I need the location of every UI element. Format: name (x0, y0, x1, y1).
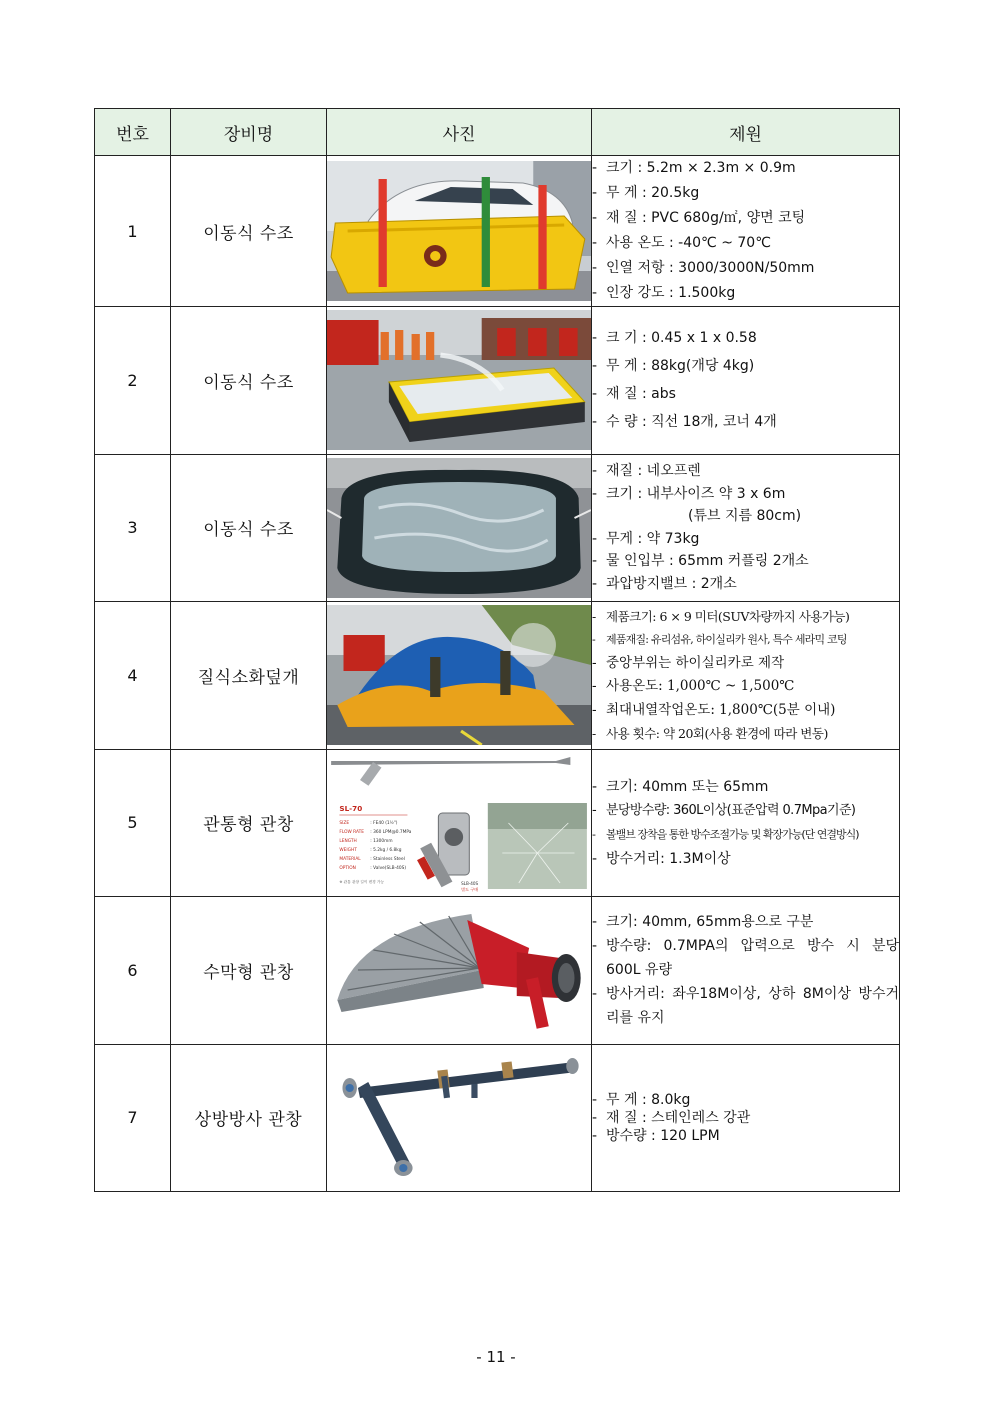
spec-sheet-label: FLOW RATE (339, 829, 364, 835)
spec-sheet-value: : 5.2kg / 6.8kg (370, 847, 402, 853)
spec-item: - 제품재질: 유리섬유, 하이실리카 원사, 특수 세라믹 코팅 (592, 628, 899, 652)
upward-spray-nozzle-icon (327, 1048, 591, 1188)
equipment-photo (327, 602, 592, 750)
table-row (95, 897, 900, 1045)
equipment-photo (327, 749, 592, 897)
equipment-name: 수막형 관창 (171, 897, 327, 1045)
spec-item: - 크기: 40mm 또는 65mm (592, 775, 899, 799)
equipment-name: 이동식 수조 (171, 454, 327, 602)
spec-item: - 사용 온도 : -40℃ ~ 70℃ (592, 231, 899, 256)
spec-sheet-value: : Valve(SLB-40S) (370, 865, 407, 871)
spec-sheet-value: : 360 LPM@0.7MPa (370, 829, 412, 835)
spec-item: - 인열 저항 : 3000/3000N/50mm (592, 256, 899, 281)
equipment-specs (592, 454, 900, 602)
spec-item: - 무 게 : 8.0kg (592, 1091, 899, 1109)
spec-item: - 재질 : 네오프렌 (592, 460, 899, 483)
spec-item: - 사용온도: 1,000℃ ~ 1,500℃ (592, 675, 899, 699)
spec-item: - 방수량 : 120 LPM (592, 1127, 899, 1145)
spec-item: - 크기 : 내부사이즈 약 3 x 6m (592, 483, 899, 506)
table-row (95, 602, 900, 750)
table-row (95, 156, 900, 307)
spec-item: - 크 기 : 0.45 x 1 x 0.58 (592, 324, 899, 352)
spec-item: - 크기: 40mm, 65mm용으로 구분 (592, 910, 899, 934)
row-number: 7 (95, 1044, 171, 1192)
equipment-specs (592, 1044, 900, 1192)
equipment-name: 이동식 수조 (171, 307, 327, 455)
equipment-name: 관통형 관창 (171, 749, 327, 897)
row-number: 6 (95, 897, 171, 1045)
fire-blanket-over-vehicle-icon (327, 605, 591, 745)
firefighters-filling-modular-tank-icon (327, 310, 591, 450)
equipment-name: 상방방사 관창 (171, 1044, 327, 1192)
row-number: 5 (95, 749, 171, 897)
row-number: 1 (95, 156, 171, 307)
spec-sheet-label: WEIGHT (339, 847, 357, 853)
header-number: 번호 (95, 109, 171, 156)
spec-item: - 재 질 : abs (592, 380, 899, 408)
spec-item: - 중앙부위는 하이실리카로 제작 (592, 652, 899, 676)
spec-item: - 과압방지밸브 : 2개소 (592, 573, 899, 596)
neoprene-water-tank-icon (327, 458, 591, 598)
equipment-photo (327, 1044, 592, 1192)
yellow-portable-tank-around-car-icon (327, 161, 591, 301)
equipment-photo (327, 156, 592, 307)
equipment-specs (592, 749, 900, 897)
row-number: 3 (95, 454, 171, 602)
spec-item: - 물 인입부 : 65mm 커플링 2개소 (592, 550, 899, 573)
part-caption: 별도 구매 (461, 886, 479, 892)
equipment-specs (592, 602, 900, 750)
equipment-spec-table (94, 108, 900, 1192)
header-photo: 사진 (327, 109, 592, 156)
equipment-name: 이동식 수조 (171, 156, 327, 307)
spec-item: - 방수량: 0.7MPA의 압력으로 방수 시 분당 600L 유량 (592, 934, 899, 982)
piercing-nozzle-product-sheet-icon (327, 753, 591, 893)
model-label: SL-70 (339, 803, 363, 813)
equipment-photo (327, 454, 592, 602)
equipment-specs (592, 156, 900, 307)
spec-sheet-label: LENGTH (339, 838, 357, 844)
spec-item: - 무게 : 약 73kg (592, 528, 899, 551)
table-row (95, 307, 900, 455)
spec-item: - 분당방수량: 360L이상(표준압력 0.7Mpa기준) (592, 799, 899, 823)
spec-item: - 볼밸브 장착을 통한 방수조절가능 및 확장가능(단 연결방식) (592, 823, 899, 847)
spec-item: - 수 량 : 직선 18개, 코너 4개 (592, 408, 899, 436)
spec-sheet-value: : Stainless Steel (370, 856, 405, 862)
table-header-row (95, 109, 900, 156)
header-equipment-name: 장비명 (171, 109, 327, 156)
equipment-specs (592, 897, 900, 1045)
equipment-specs (592, 307, 900, 455)
spec-item: - 크기 : 5.2m × 2.3m × 0.9m (592, 156, 899, 181)
spec-sheet-label: MATERIAL (339, 856, 361, 862)
equipment-photo (327, 307, 592, 455)
spec-sheet-footnote: ※ 관통 관창 길이 변경 가능 (339, 879, 385, 884)
spec-item: - 재 질 : 스테인레스 강관 (592, 1109, 899, 1127)
spec-item: - 사용 횟수: 약 20회(사용 환경에 따라 변동) (592, 722, 899, 746)
spec-sheet-value: : FE40 (1½") (370, 820, 398, 826)
water-curtain-nozzle-icon (327, 900, 591, 1040)
spec-sheet-label: OPTION (339, 865, 356, 871)
row-number: 2 (95, 307, 171, 455)
part-label: SLB-40S (461, 880, 479, 886)
equipment-name: 질식소화덮개 (171, 602, 327, 750)
spec-item: - 인장 강도 : 1.500kg (592, 281, 899, 306)
page-number: - 11 - (476, 1348, 516, 1366)
table-row (95, 1044, 900, 1192)
spec-sheet-label: SIZE (339, 820, 350, 826)
spec-item: - 제품크기: 6 × 9 미터(SUV차량까지 사용가능) (592, 605, 899, 629)
header-specs: 제원 (592, 109, 900, 156)
row-number: 4 (95, 602, 171, 750)
spec-item: - 무 게 : 88kg(개당 4kg) (592, 352, 899, 380)
equipment-photo (327, 897, 592, 1045)
spec-item: - 방수거리: 1.3M이상 (592, 847, 899, 871)
spec-item-continued: (튜브 지름 80cm) (688, 508, 802, 525)
spec-sheet-value: : 1300mm (370, 838, 393, 844)
spec-item: - 최대내열작업온도: 1,800℃(5분 이내) (592, 699, 899, 723)
table-row (95, 749, 900, 897)
spec-item: - 재 질 : PVC 680g/㎡, 양면 코팅 (592, 206, 899, 231)
table-row (95, 454, 900, 602)
spec-item: - 방사거리: 좌우18M이상, 상하 8M이상 방수거리를 유지 (592, 982, 899, 1030)
spec-item: - 무 게 : 20.5kg (592, 181, 899, 206)
